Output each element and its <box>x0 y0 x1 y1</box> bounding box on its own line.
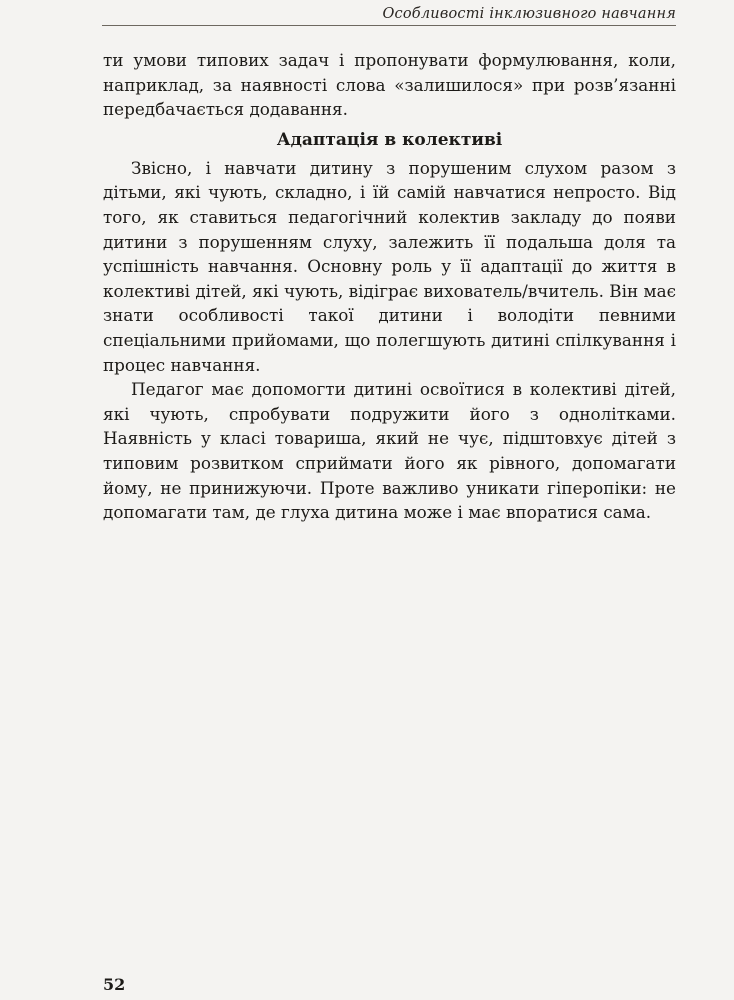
header-divider <box>102 25 676 26</box>
paragraph-teacher-role: Педагог має допомогти дитині освоїтися в колективі дітей, які чують, спробувати подружити його з однолітками. Наявність у класі товариша, який не чує, підштовхує дітей з типовим розвитком сприймати його як рівного, допомагати йому, не принижуючи. Проте важливо уникати гіперопіки: не допомагати там, де глуха дитина може і має впоратися сама. <box>103 379 676 523</box>
paragraph-adaptation: Звісно, і навчати дитину з порушеним слухом разом з дітьми, які чують, складно, і їй самій навчатися непросто. Від того, як ставиться педагогічний колектив закладу до появи дитини з порушенням слуху, залежить її подальша доля та успішність навчання. Основну роль у її адаптації до життя в колективі дітей, які чують, відіграє вихователь/вчитель. Він має знати особливості такої дитини і володіти певними спеціальними прийомами, що полегшують дитині спілкування і процес навчання. <box>103 157 676 375</box>
section-heading: Адаптація в колективі <box>276 129 503 150</box>
page-body <box>103 48 676 525</box>
running-header: Особливості інклюзивного навчання <box>382 6 676 22</box>
page-number: 52 <box>103 975 126 994</box>
paragraph-continued: ти умови типових задач і пропонувати формулювання, коли, наприклад, за наявності слова «залишилося» при розв’язанні передбачається додавання. <box>103 50 676 120</box>
